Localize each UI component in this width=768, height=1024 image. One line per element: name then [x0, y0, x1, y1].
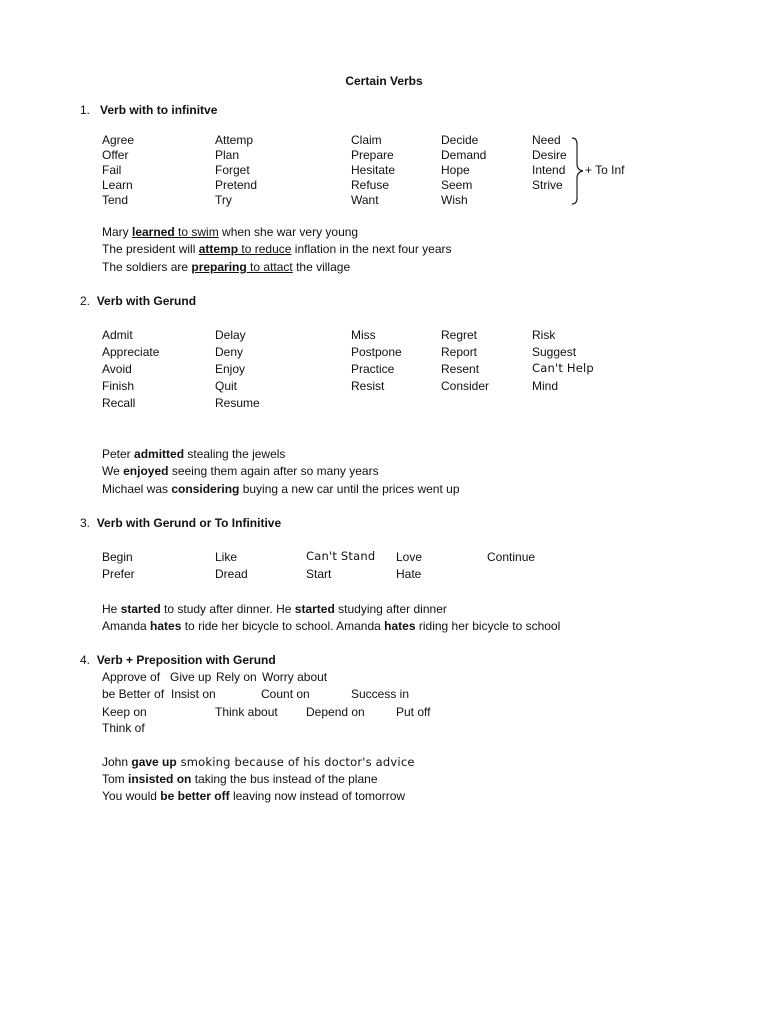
word-cell: Hate [396, 567, 422, 581]
word-cell: Deny [215, 345, 244, 359]
section-number: 1. [80, 103, 91, 117]
word-cell: Prepare [351, 148, 394, 162]
text: stealing the jewels [184, 447, 286, 461]
word-cell: Seem [441, 178, 473, 192]
text: when she war very young [218, 225, 359, 239]
word-cell: Enjoy [215, 362, 246, 376]
text: Michael was [102, 482, 172, 496]
word-cell: Can't Help [532, 361, 594, 375]
phrase-cell: Think of [102, 721, 145, 735]
section-number: 3. [80, 516, 91, 530]
text: buying a new car until the prices went up [239, 482, 460, 496]
word-cell: Avoid [102, 362, 132, 376]
phrase-cell: Approve of [102, 670, 161, 684]
word-cell: Recall [102, 396, 136, 410]
text: The soldiers are [102, 260, 192, 274]
section-number: 4. [80, 653, 91, 667]
bracket-label: + To Inf [585, 163, 625, 177]
word-cell: Resume [215, 396, 260, 410]
word-cell: Need [532, 133, 561, 147]
text: taking the bus instead of the plane [191, 772, 378, 786]
phrase-cell: Insist on [171, 687, 216, 701]
word-cell: Wish [441, 193, 468, 207]
example-sentence [102, 243, 452, 255]
example-sentence [102, 261, 350, 273]
text: inflation in the next four years [291, 242, 452, 256]
word-cell: Continue [487, 550, 536, 564]
example-sentence [102, 226, 358, 238]
phrase-cell: Depend on [306, 705, 365, 719]
word-cell: Decide [441, 133, 479, 147]
phrase-cell: Rely on [216, 670, 257, 684]
word-cell: Hesitate [351, 163, 396, 177]
word-cell: Tend [102, 193, 129, 207]
curly-brace-icon [570, 136, 586, 206]
text: We [102, 464, 124, 478]
word-cell: Offer [102, 148, 129, 162]
word-cell: Intend [532, 163, 566, 177]
text: to study after dinner. He [160, 602, 295, 616]
phrase-cell: Think about [215, 705, 278, 719]
section-4-heading [80, 654, 276, 666]
text: smoking because of his doctor's advice [176, 755, 415, 769]
infinitive: to attact [246, 260, 293, 274]
text: John [102, 755, 132, 769]
text: Mary [102, 225, 132, 239]
word-cell: Prefer [102, 567, 135, 581]
phrase-cell: Worry about [262, 670, 328, 684]
word-cell: Appreciate [102, 345, 160, 359]
section-title: Verb + Preposition with Gerund [96, 653, 276, 667]
text: the village [292, 260, 351, 274]
section-number: 2. [80, 294, 91, 308]
phrase-cell: Count on [261, 687, 310, 701]
word-cell: Admit [102, 328, 133, 342]
word-cell: Regret [441, 328, 478, 342]
key-verb: hates [384, 619, 416, 633]
text: He [102, 602, 121, 616]
word-cell: Demand [441, 148, 487, 162]
word-cell: Like [215, 550, 238, 564]
example-sentence [102, 465, 379, 477]
text: Tom [102, 772, 129, 786]
page-title: Certain Verbs [345, 74, 423, 88]
infinitive: to swim [174, 225, 219, 239]
word-cell: Finish [102, 379, 135, 393]
section-1-heading [80, 104, 217, 116]
example-sentence [102, 790, 405, 802]
word-cell: Desire [532, 148, 567, 162]
section-title: Verb with Gerund or To Infinitive [96, 516, 282, 530]
phrase-cell: Success in [351, 687, 410, 701]
word-cell: Strive [532, 178, 563, 192]
text: The president will [102, 242, 199, 256]
text: Amanda [102, 619, 151, 633]
word-cell: Delay [215, 328, 246, 342]
word-cell: Miss [351, 328, 376, 342]
example-sentence [102, 448, 285, 460]
example-sentence [102, 773, 378, 785]
word-cell: Love [396, 550, 423, 564]
example-sentence [102, 603, 447, 615]
text: leaving now instead of tomorrow [229, 789, 406, 803]
word-cell: Want [351, 193, 379, 207]
key-verb: started [294, 602, 335, 616]
word-cell: Try [215, 193, 232, 207]
word-cell: Claim [351, 133, 382, 147]
word-cell: Report [441, 345, 478, 359]
key-verb: hates [150, 619, 182, 633]
word-cell: Refuse [351, 178, 390, 192]
word-cell: Learn [102, 178, 133, 192]
example-sentence [102, 620, 560, 632]
word-cell: Pretend [215, 178, 258, 192]
word-cell: Resist [351, 379, 385, 393]
key-verb: gave up [131, 755, 177, 769]
word-cell: Risk [532, 328, 556, 342]
key-verb: admitted [134, 447, 185, 461]
word-cell: Consider [441, 379, 490, 393]
infinitive: to reduce [238, 242, 292, 256]
phrase-cell: Keep on [102, 705, 147, 719]
phrase-cell: Put off [396, 705, 431, 719]
example-sentence [102, 756, 415, 769]
word-cell: Start [306, 567, 332, 581]
word-cell: Suggest [532, 345, 577, 359]
word-cell: Fail [102, 163, 122, 177]
example-sentence [102, 483, 460, 495]
key-verb: started [120, 602, 161, 616]
text: riding her bicycle to school [415, 619, 561, 633]
word-cell: Hope [441, 163, 470, 177]
phrase-cell: Give up [170, 670, 212, 684]
word-cell: Plan [215, 148, 240, 162]
key-verb: enjoyed [123, 464, 169, 478]
word-cell: Quit [215, 379, 238, 393]
key-verb: be better off [160, 789, 230, 803]
section-title: Verb with to infinitve [100, 103, 218, 117]
word-cell: Attemp [215, 133, 254, 147]
key-verb: attemp [198, 242, 239, 256]
word-cell: Agree [102, 133, 135, 147]
word-cell: Mind [532, 379, 559, 393]
key-verb: preparing [191, 260, 247, 274]
word-cell: Begin [102, 550, 133, 564]
section-2-heading [80, 295, 196, 307]
text: Peter [102, 447, 135, 461]
word-cell: Practice [351, 362, 395, 376]
word-cell: Forget [215, 163, 250, 177]
key-verb: learned [132, 225, 175, 239]
word-cell: Postpone [351, 345, 402, 359]
phrase-cell: be Better of [102, 687, 165, 701]
key-verb: insisted on [128, 772, 192, 786]
key-verb: considering [171, 482, 240, 496]
section-3-heading [80, 517, 281, 529]
word-cell: Dread [215, 567, 248, 581]
text: studying after dinner [334, 602, 447, 616]
text: seeing them again after so many years [168, 464, 379, 478]
section-title: Verb with Gerund [96, 294, 197, 308]
word-cell: Resent [441, 362, 480, 376]
word-cell: Can't Stand [306, 549, 376, 563]
text: to ride her bicycle to school. Amanda [181, 619, 385, 633]
text: You would [102, 789, 161, 803]
